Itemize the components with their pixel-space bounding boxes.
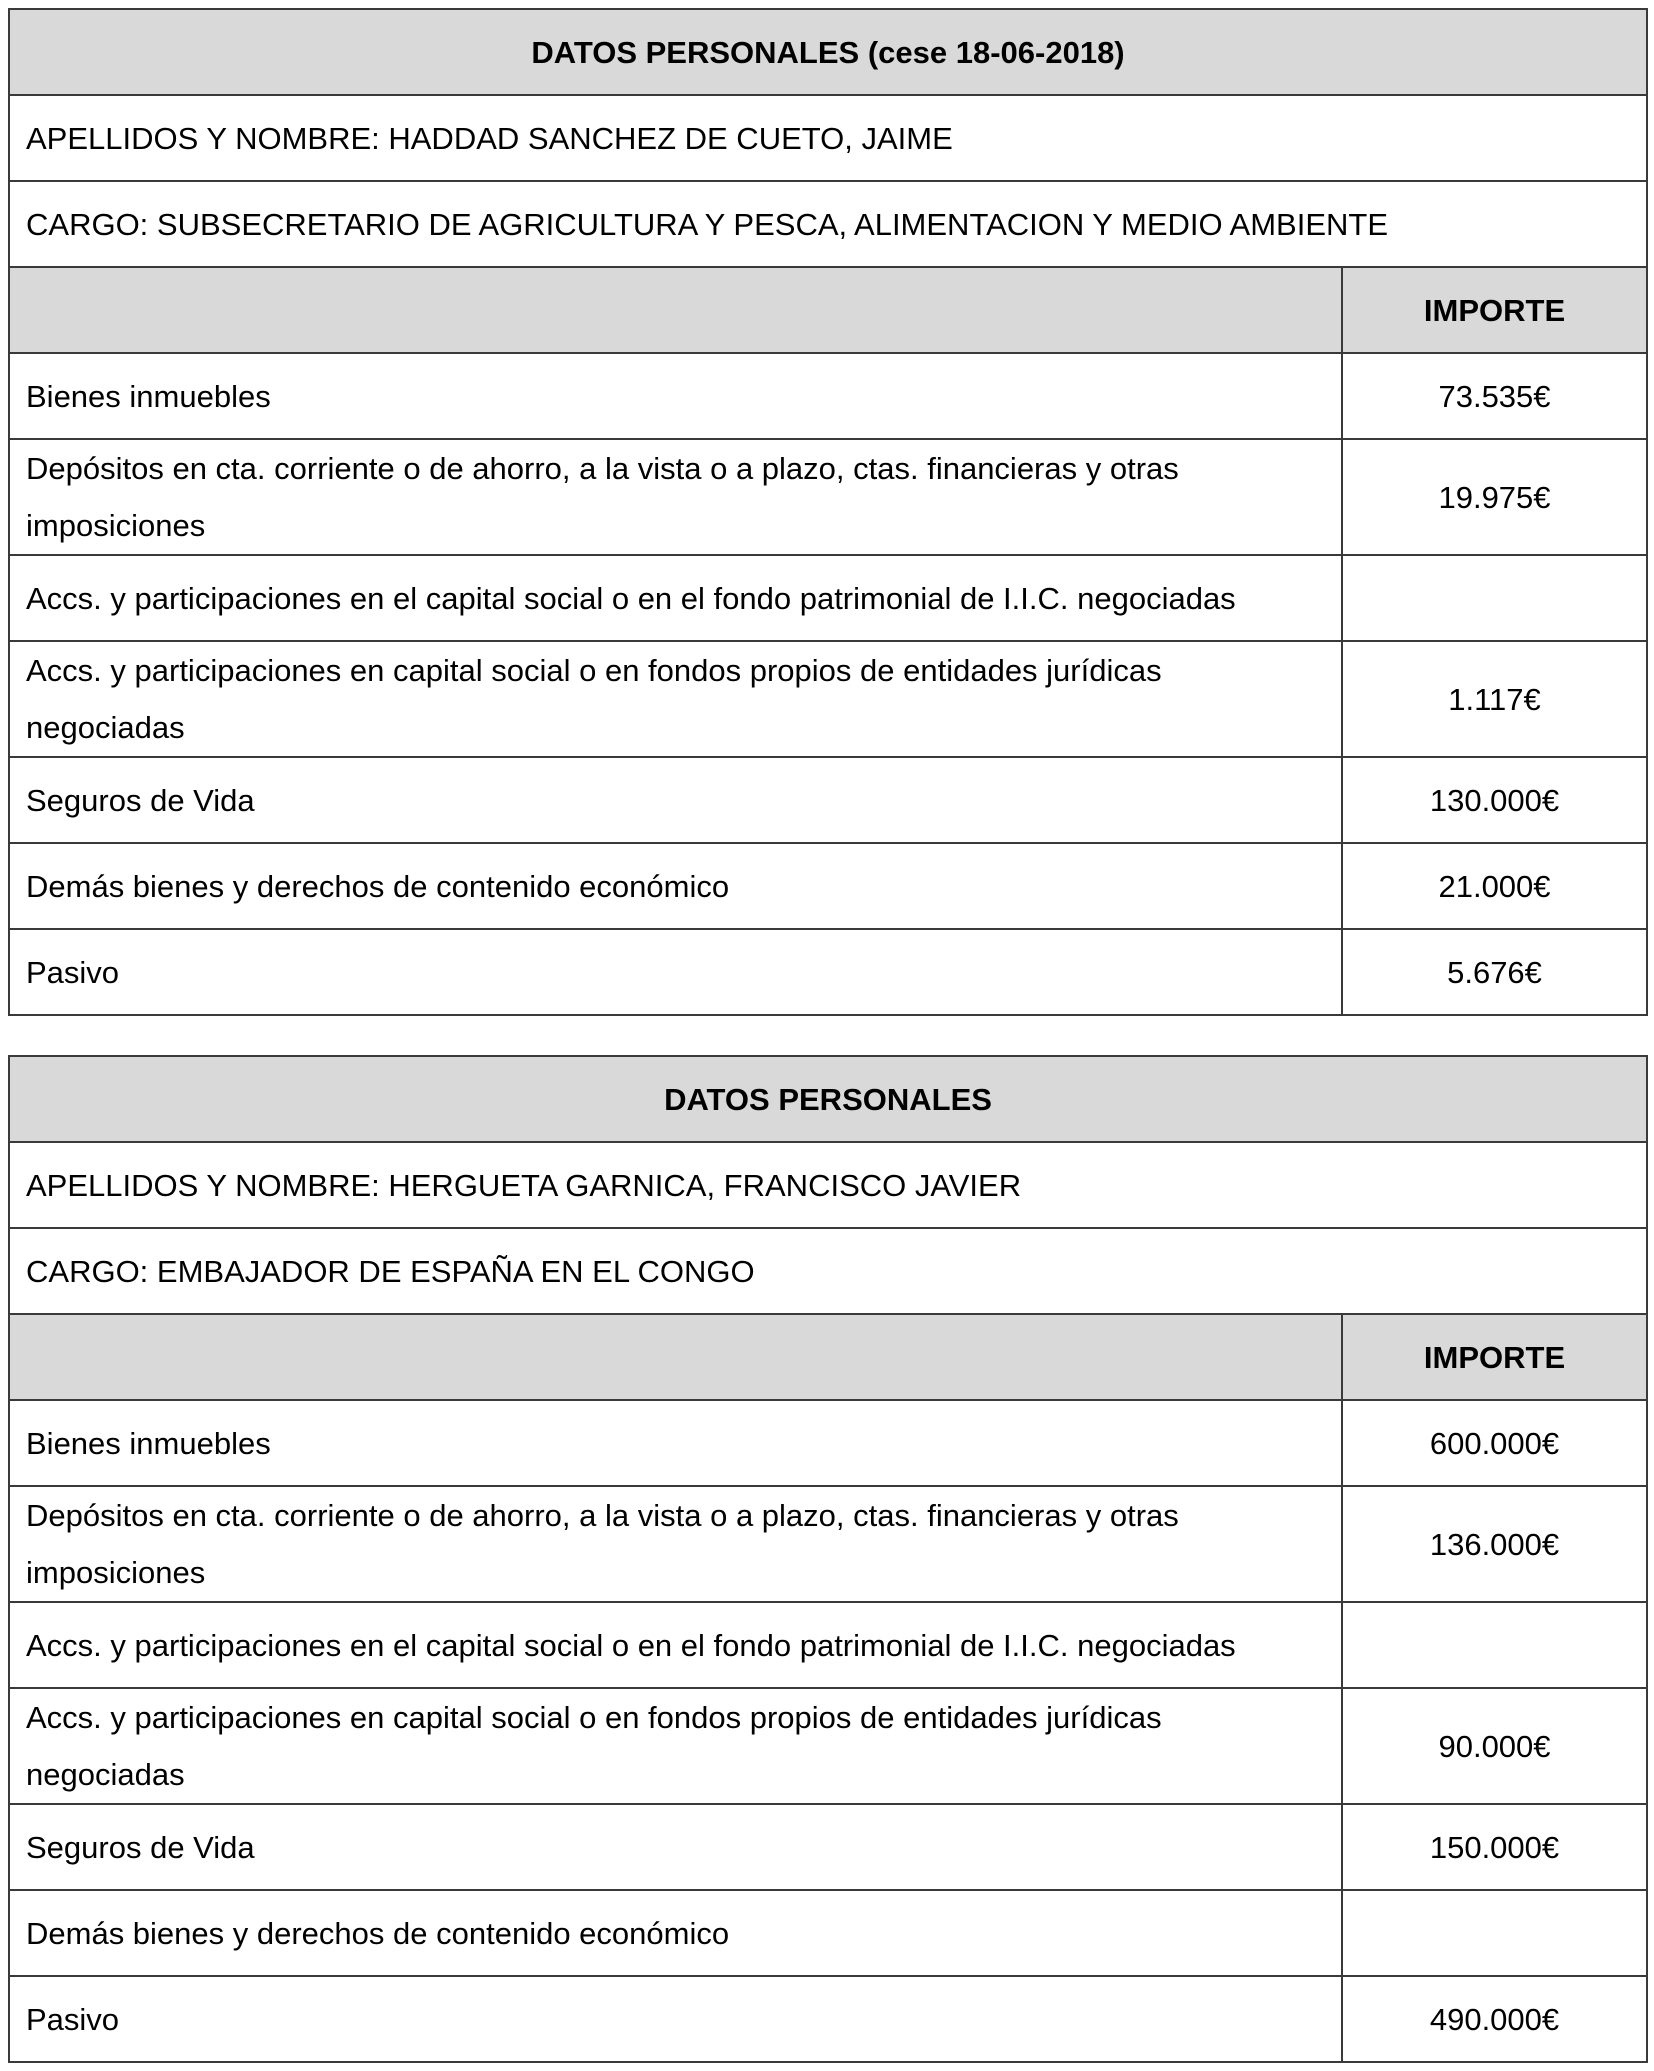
row-amount: 19.975€ xyxy=(1342,439,1647,555)
row-amount: 150.000€ xyxy=(1342,1804,1647,1890)
table-row xyxy=(9,1486,1647,1602)
row-amount: 21.000€ xyxy=(1342,843,1647,929)
cargo-line: CARGO: SUBSECRETARIO DE AGRICULTURA Y PESCA, ALIMENTACION Y MEDIO AMBIENTE xyxy=(9,181,1647,267)
row-label: Pasivo xyxy=(9,1976,1342,2062)
importe-header: IMPORTE xyxy=(1342,1314,1647,1400)
table-row xyxy=(9,1976,1647,2062)
row-amount xyxy=(1342,1602,1647,1688)
row-amount xyxy=(1342,1890,1647,1976)
row-label: Depósitos en cta. corriente o de ahorro, a la vista o a plazo, ctas. financieras y otras imposiciones xyxy=(9,439,1342,555)
declaration-table xyxy=(8,8,1648,1016)
row-amount xyxy=(1342,555,1647,641)
cargo-line: CARGO: EMBAJADOR DE ESPAÑA EN EL CONGO xyxy=(9,1228,1647,1314)
row-amount: 490.000€ xyxy=(1342,1976,1647,2062)
row-label: Accs. y participaciones en el capital social o en el fondo patrimonial de I.I.C. negociadas xyxy=(9,555,1342,641)
row-amount: 5.676€ xyxy=(1342,929,1647,1015)
table-row xyxy=(9,641,1647,757)
table-row xyxy=(9,1804,1647,1890)
row-label: Seguros de Vida xyxy=(9,757,1342,843)
row-label: Bienes inmuebles xyxy=(9,1400,1342,1486)
row-amount: 136.000€ xyxy=(1342,1486,1647,1602)
row-label: Accs. y participaciones en el capital social o en el fondo patrimonial de I.I.C. negociadas xyxy=(9,1602,1342,1688)
row-label: Demás bienes y derechos de contenido económico xyxy=(9,1890,1342,1976)
section-header: DATOS PERSONALES xyxy=(9,1056,1647,1142)
name-line: APELLIDOS Y NOMBRE: HERGUETA GARNICA, FRANCISCO JAVIER xyxy=(9,1142,1647,1228)
row-label: Demás bienes y derechos de contenido económico xyxy=(9,843,1342,929)
header-row xyxy=(9,1056,1647,1142)
table-row xyxy=(9,757,1647,843)
cargo-row xyxy=(9,181,1647,267)
row-amount: 73.535€ xyxy=(1342,353,1647,439)
row-amount: 130.000€ xyxy=(1342,757,1647,843)
row-amount: 600.000€ xyxy=(1342,1400,1647,1486)
row-label: Pasivo xyxy=(9,929,1342,1015)
declaration-table xyxy=(8,1055,1648,2063)
section-header: DATOS PERSONALES (cese 18-06-2018) xyxy=(9,9,1647,95)
row-label: Bienes inmuebles xyxy=(9,353,1342,439)
name-row xyxy=(9,1142,1647,1228)
table-row xyxy=(9,1890,1647,1976)
table-row xyxy=(9,1400,1647,1486)
empty-header-cell xyxy=(9,1314,1342,1400)
table-row xyxy=(9,1688,1647,1804)
importe-header-row xyxy=(9,1314,1647,1400)
table-row xyxy=(9,929,1647,1015)
table-row xyxy=(9,353,1647,439)
row-amount: 90.000€ xyxy=(1342,1688,1647,1804)
row-label: Accs. y participaciones en capital social o en fondos propios de entidades jurídicas negociadas xyxy=(9,1688,1342,1804)
table-row xyxy=(9,1602,1647,1688)
table-row xyxy=(9,555,1647,641)
row-amount: 1.117€ xyxy=(1342,641,1647,757)
row-label: Seguros de Vida xyxy=(9,1804,1342,1890)
importe-header: IMPORTE xyxy=(1342,267,1647,353)
table-row xyxy=(9,439,1647,555)
name-line: APELLIDOS Y NOMBRE: HADDAD SANCHEZ DE CUETO, JAIME xyxy=(9,95,1647,181)
row-label: Accs. y participaciones en capital social o en fondos propios de entidades jurídicas negociadas xyxy=(9,641,1342,757)
importe-header-row xyxy=(9,267,1647,353)
name-row xyxy=(9,95,1647,181)
header-row xyxy=(9,9,1647,95)
row-label: Depósitos en cta. corriente o de ahorro, a la vista o a plazo, ctas. financieras y otras imposiciones xyxy=(9,1486,1342,1602)
cargo-row xyxy=(9,1228,1647,1314)
table-row xyxy=(9,843,1647,929)
empty-header-cell xyxy=(9,267,1342,353)
